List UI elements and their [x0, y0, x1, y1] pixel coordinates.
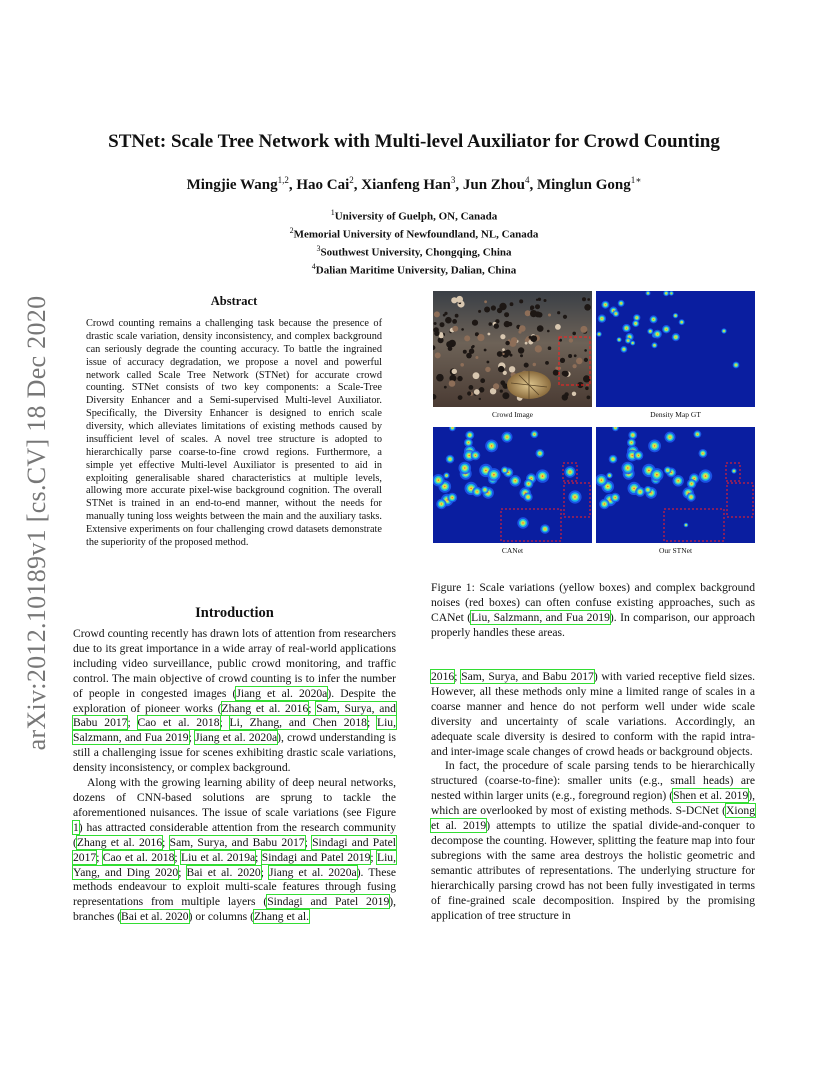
density-blob: [599, 334, 600, 335]
affiliation-text: Memorial University of Newfoundland, NL, Canada: [293, 228, 539, 241]
citation-link[interactable]: 2016: [431, 670, 455, 683]
crowd-person: [451, 297, 457, 303]
density-blob: [691, 497, 692, 498]
crowd-person: [518, 347, 524, 353]
density-blob: [626, 328, 627, 329]
citation-link[interactable]: Li, Zhang, and Chen 2018: [229, 716, 367, 730]
canet-panel: [433, 427, 592, 543]
density-blob: [669, 437, 670, 438]
crowd-person: [580, 326, 587, 333]
stnet-label: Our STNet: [658, 546, 693, 555]
body-text: ;: [219, 716, 230, 730]
crowd-person: [498, 366, 504, 372]
crowd-person: [572, 332, 576, 336]
crowd-person: [444, 386, 447, 389]
citation-link[interactable]: Jiang et al. 2020a: [195, 731, 278, 745]
crowd-person: [491, 305, 496, 310]
crowd-person: [463, 350, 467, 354]
crowd-person: [533, 363, 536, 366]
density-blob: [446, 475, 447, 476]
citation-link[interactable]: Zhang et al. 2016: [221, 701, 309, 715]
crowd-person: [569, 338, 573, 342]
author-name: Mingjie Wang: [186, 177, 278, 193]
crowd-person: [530, 310, 537, 317]
introduction-heading: Introduction: [195, 605, 274, 621]
density-blob: [650, 331, 651, 332]
body-text: ;: [127, 716, 138, 730]
crowd-person: [535, 304, 540, 309]
density-blob: [539, 453, 540, 454]
body-text: ) has attracted considerable attention from the research community (: [73, 820, 396, 849]
density-blob: [705, 475, 707, 477]
density-blob: [601, 318, 602, 319]
body-text: ), which are overlooked by most of existing methods. S-DCNet (: [431, 789, 756, 818]
author-name: Jun Zhou: [462, 177, 525, 193]
crowd-person: [477, 334, 484, 341]
density-blob: [624, 349, 625, 350]
crowd-person: [436, 374, 444, 382]
crowd-person: [511, 337, 518, 344]
density-blob: [477, 491, 478, 492]
crowd-person: [502, 348, 505, 351]
density-blob: [671, 293, 672, 294]
citation-link[interactable]: Jiang et al. 2020a: [236, 686, 328, 700]
density-blob: [438, 480, 439, 481]
density-blob: [675, 337, 676, 338]
body-text: ;: [162, 835, 170, 849]
crowd-person: [485, 367, 490, 372]
crowd-person: [487, 361, 490, 364]
citation-link[interactable]: Sam, Surya, and Babu 2017: [461, 670, 594, 683]
density-blob: [691, 483, 692, 484]
body-text: ;: [255, 850, 262, 864]
density-blob: [605, 304, 606, 305]
density-blob: [648, 489, 649, 490]
density-blob: [654, 445, 655, 446]
density-blob: [607, 486, 608, 487]
paragraph: [73, 776, 396, 925]
introduction-left-column: [73, 627, 396, 925]
crowd-person: [484, 349, 487, 352]
density-blob: [648, 293, 649, 294]
crowd-person: [484, 307, 490, 313]
crowd-person: [473, 372, 480, 379]
citation-link[interactable]: Xiong et al. 2019: [431, 804, 755, 833]
author-affiliation-mark: 4: [524, 175, 530, 185]
density-blob: [627, 467, 628, 468]
citation-link[interactable]: Liu, Salzmann, and Fua 2019: [471, 610, 610, 624]
figure-caption: [431, 581, 755, 641]
crowd-person: [446, 341, 452, 347]
body-text: ). Despite the exploration of pioneer works (: [73, 686, 396, 715]
crowd-person: [555, 324, 561, 330]
density-blob: [636, 317, 637, 318]
density-blob: [678, 480, 679, 481]
affiliation-text: University of Guelph, ON, Canada: [334, 210, 498, 223]
density-blob: [441, 503, 442, 504]
paragraph: [431, 759, 755, 923]
density-blob: [615, 427, 616, 428]
crowd-person: [484, 300, 487, 303]
density-blob: [450, 459, 451, 460]
canet-label: CANet: [501, 546, 524, 555]
crowd-person: [497, 351, 503, 357]
citation-link[interactable]: Liu, Salzmann, and Fua 2019: [73, 716, 396, 745]
crowd-person: [502, 353, 504, 355]
density-blob: [657, 334, 658, 335]
citation-link[interactable]: Cao et al. 2018: [137, 716, 220, 730]
density-blob: [632, 455, 633, 456]
density-blob: [504, 470, 505, 471]
density-blob: [686, 525, 687, 526]
density-blob: [635, 323, 636, 324]
affiliation-line: [40, 224, 788, 242]
paper-title: STNet: Scale Tree Network with Multi-level Auxiliator for Crowd Counting: [108, 131, 720, 152]
affiliation-number: 4: [311, 262, 316, 272]
introduction-right-column: [431, 670, 755, 923]
crowd-person: [460, 363, 464, 367]
density-blob: [493, 474, 495, 476]
density-blob: [615, 497, 616, 498]
citation-link[interactable]: Sindagi and Patel 2017: [73, 835, 396, 864]
crowd-person: [553, 370, 559, 376]
canet-density-map: [433, 427, 592, 543]
density-blob: [702, 453, 703, 454]
crowd-person: [584, 304, 591, 311]
crowd-person: [504, 321, 510, 327]
body-text: ), branches (: [73, 895, 397, 924]
crowd-person: [479, 398, 481, 400]
crowd-person: [530, 335, 537, 342]
crowd-person: [505, 341, 509, 345]
crowd-person: [457, 376, 462, 381]
caption-text: [431, 581, 755, 641]
crowd-image-panel: [433, 291, 592, 407]
density-blob: [604, 503, 605, 504]
citation-link[interactable]: 1: [73, 820, 79, 834]
density-map-gt: [596, 291, 755, 407]
citation-link[interactable]: Liu et al. 2019a: [180, 850, 256, 864]
density-blob: [446, 499, 447, 500]
crowd-person: [443, 314, 446, 317]
crowd-person: [548, 314, 551, 317]
crowd-person: [471, 346, 474, 349]
body-text: ), crowd understanding is still a challenging issue for scenes exhibiting drastic scale variations, density inconsistency, or complex background.: [73, 731, 396, 775]
stnet-density-map: [596, 427, 755, 543]
density-blob: [632, 343, 633, 344]
crowd-person: [480, 378, 485, 383]
affiliation-line: [40, 206, 788, 224]
body-text: ) with varied receptive field sizes. However, all these methods only mine a limited range of scales in a coarse manner and hence do not perform well under wide scale diversity and uncertainty of scale variations. Accordingly, an adequate scale diversity is desired to conform with the rapid intra- and inter-image scale changes of crowd heads or background objects.: [431, 670, 756, 758]
crowd-person: [560, 358, 565, 363]
crowd-person: [452, 319, 457, 324]
body-text: ;: [96, 850, 103, 864]
crowd-person: [497, 308, 502, 313]
author-name: Hao Cai: [296, 177, 350, 193]
density-blob: [475, 455, 476, 456]
crowd-person: [469, 385, 474, 390]
density-blob: [736, 365, 737, 366]
density-blob: [667, 470, 668, 471]
body-text: ). In comparison, our approach properly handles these areas.: [431, 610, 755, 639]
citation-link[interactable]: Liu, Yang, and Ding 2020: [73, 850, 396, 879]
crowd-person: [504, 312, 509, 317]
crowd-person: [445, 317, 452, 324]
density-blob: [638, 455, 639, 456]
figure-1: [433, 291, 755, 556]
crowd-person: [466, 353, 472, 359]
density-blob: [506, 437, 507, 438]
crowd-person: [449, 380, 456, 387]
crowd-person: [545, 361, 549, 365]
density-blob: [609, 475, 610, 476]
crowd-person: [525, 342, 528, 345]
affiliation-number: 3: [316, 244, 321, 254]
crowd-person: [452, 369, 457, 374]
crowd-person: [538, 298, 541, 301]
density-blob: [640, 491, 641, 492]
crowd-person: [544, 299, 547, 302]
crowd-person: [576, 358, 583, 365]
crowd-person: [434, 331, 439, 336]
crowd-person: [510, 302, 514, 306]
crowd-person: [488, 333, 491, 336]
density-blob: [574, 496, 576, 498]
crowd-image-label: Crowd Image: [491, 410, 534, 419]
crowd-person: [530, 308, 533, 311]
density-blob: [694, 478, 695, 479]
crowd-person: [502, 392, 509, 399]
density-blob: [654, 345, 655, 346]
body-text: ;: [454, 670, 462, 683]
abstract-body: [86, 318, 382, 550]
crowd-person: [585, 387, 589, 391]
affiliation-text: Dalian Maritime University, Dalian, China: [315, 264, 517, 277]
crowd-person: [500, 390, 503, 393]
density-blob: [628, 340, 629, 341]
affiliation-line: [40, 260, 788, 278]
density-gt-panel: [596, 291, 755, 407]
density-blob: [485, 489, 486, 490]
crowd-person: [458, 395, 463, 400]
density-blob: [469, 455, 470, 456]
citation-link[interactable]: Bai et al. 2020: [186, 865, 261, 879]
affiliation-number: 1: [330, 208, 335, 217]
affiliation-line: [40, 242, 788, 260]
paragraph: [431, 670, 755, 759]
crowd-person: [494, 323, 499, 328]
crowd-person: [557, 311, 560, 314]
body-text: Crowd counting recently has drawn lots of attention from researchers due to its great importance in a wide array of real-world applications including video surveillance, public crowd monitoring, and traffic control. The main objective of crowd counting is to infer the number of people in congested images (: [73, 627, 396, 700]
abstract-text: Crowd counting remains a challenging task because the presence of drastic scale variation, density inconsistency, and complex background can seriously degrade the counting accuracy. To battle the ingrained issue of accuracy degradation, we propose a novel and powerful network called Scale Tree Network (STNet) for accurate crowd counting. STNet consists of two key components: a Scale-Tree Diversity Enhancer and a Semi-supervised Multi-level Auxiliator. Specifically, the Diversity Enhancer is designed to enrich scale diversity, which alleviates limitations of existing methods caused by insufficient level of scales. A novel tree structure is adopted to hierarchically parse coarse-to-fine crowd regions. Furthermore, a simple yet effective Multi-level Auxiliator is presented to aid in exploiting generalisable shared characteristics at multiple levels, allowing more accurate pixel-wise background cognition. The overall STNet is trained in an end-to-end manner, without the needs for manually tuning loss weights between the main and the auxiliary tasks. Extensive experiments on four challenging crowd datasets demonstrate the superiority of the proposed method.: [86, 318, 382, 548]
density-blob: [452, 497, 453, 498]
body-text: Figure 1: Scale variations (yellow boxes) and complex background noises (red boxes) can often confuse existing approaches, such as CANet (: [431, 581, 755, 624]
body-text: In fact, the procedure of scale parsing tends to be hierarchically structured (coarse-to-fine): smaller units (e.g., small heads) are nested within larger units (e.g., foreground region) (: [431, 759, 755, 803]
crowd-person: [505, 350, 511, 356]
body-text: ;: [304, 835, 313, 849]
crowd-person: [583, 375, 590, 382]
crowd-person: [489, 322, 493, 326]
density-blob: [681, 322, 682, 323]
density-blob: [656, 474, 658, 476]
density-blob: [619, 339, 620, 340]
density-blob: [452, 427, 453, 428]
affiliation-list: [40, 206, 788, 278]
density-blob: [613, 459, 614, 460]
body-text: Along with the growing learning ability of deep neural networks, dozens of CNN-based solutions are sprung to tackle the aforementioned nuisances. The issue of scale variations (see Figure: [73, 776, 396, 819]
body-text: ;: [260, 865, 269, 879]
citation-link[interactable]: Sam, Surya, and Babu 2017: [73, 701, 396, 730]
density-blob: [666, 329, 667, 330]
crowd-person: [563, 371, 569, 377]
crowd-person: [500, 334, 505, 339]
density-blob: [464, 467, 465, 468]
citation-link[interactable]: Zhang et al.: [253, 910, 310, 924]
crowd-person: [435, 352, 441, 358]
crowd-person: [509, 366, 515, 372]
crowd-person: [452, 326, 458, 332]
body-text: ) or columns (: [188, 910, 254, 924]
density-blob: [616, 313, 617, 314]
crowd-person: [564, 392, 568, 396]
density-blob: [632, 435, 633, 436]
body-text: ;: [308, 701, 317, 715]
crowd-person: [584, 358, 588, 362]
body-text: ). These methods endeavour to exploit multi-scale features through fusing representations from multiple layers (: [73, 865, 396, 909]
citation-link[interactable]: Jiang et al. 2020a: [269, 865, 357, 879]
crowd-person: [519, 299, 523, 303]
author-name: Minglun Gong: [536, 177, 631, 193]
density-blob: [528, 483, 529, 484]
citation-link[interactable]: Bai et al. 2020: [120, 910, 189, 924]
density-blob: [468, 442, 469, 443]
crowd-person: [568, 354, 572, 358]
crowd-person: [464, 335, 470, 341]
affiliation-number: 2: [289, 226, 294, 236]
affiliation-text: Southwest University, Chongqing, China: [320, 246, 512, 259]
crowd-person: [547, 330, 550, 333]
density-blob: [531, 478, 532, 479]
crowd-person: [439, 332, 443, 336]
crowd-person: [573, 364, 577, 368]
density-blob: [653, 319, 654, 320]
crowd-person: [525, 310, 531, 316]
crowd-person: [524, 363, 529, 368]
author-affiliation-mark: 2: [349, 175, 354, 185]
crowd-person: [440, 322, 445, 327]
density-blob: [609, 499, 610, 500]
density-blob: [633, 488, 635, 490]
citation-link[interactable]: Shen et al. 2019: [673, 789, 749, 803]
density-blob: [491, 445, 492, 446]
crowd-photo: [433, 291, 592, 407]
crowd-person: [587, 396, 591, 400]
arxiv-id: arXiv:2012.10189v1 [cs.CV] 18 Dec 2020: [22, 295, 51, 751]
crowd-person: [472, 320, 478, 326]
crowd-person: [563, 315, 567, 319]
density-blob: [666, 293, 667, 294]
density-blob: [534, 434, 535, 435]
crowd-person: [502, 383, 507, 388]
crowd-person: [582, 297, 586, 301]
paragraph: [73, 627, 396, 776]
crowd-person: [475, 356, 478, 359]
crowd-person: [572, 392, 576, 396]
crowd-person: [548, 346, 552, 350]
density-blob: [444, 486, 445, 487]
author-list: Mingjie Wang$^{1,2}$, Hao Cai$^2$, Xianfeng Han$^3$, Jun Zhou$^4$, Minglun Gong$^{1∗}$: [186, 175, 642, 193]
density-blob: [631, 442, 632, 443]
crowd-person: [559, 339, 562, 342]
density-blob: [675, 315, 676, 316]
citation-link[interactable]: Sindagi and Patel 2019: [267, 895, 390, 909]
density-gt-label: Density Map GT: [650, 410, 701, 419]
citation-link[interactable]: Cao et al. 2018: [102, 850, 175, 864]
abstract-heading: Abstract: [210, 294, 258, 308]
density-blob: [621, 303, 622, 304]
body-text: ;: [178, 865, 187, 879]
author-name: Xianfeng Han: [361, 177, 451, 193]
density-blob: [470, 488, 472, 490]
density-blob: [569, 471, 570, 472]
crowd-person: [474, 389, 480, 395]
density-blob: [485, 470, 487, 472]
citation-link[interactable]: Zhang et al. 2016: [76, 835, 163, 849]
density-blob: [522, 522, 523, 523]
body-text: ;: [370, 850, 377, 864]
crowd-person: [587, 298, 590, 301]
density-blob: [469, 435, 470, 436]
body-text: ;: [174, 850, 181, 864]
body-text: ;: [188, 731, 196, 745]
crowd-person: [574, 354, 577, 357]
density-blob: [528, 497, 529, 498]
author-affiliation-mark: 3: [450, 175, 456, 185]
crowd-person: [584, 349, 587, 352]
density-blob: [544, 528, 545, 529]
stnet-panel: [596, 427, 755, 543]
crowd-person: [520, 354, 523, 357]
density-blob: [613, 310, 614, 311]
density-blob: [629, 337, 630, 338]
density-blob: [724, 331, 725, 332]
body-text: ) attempts to utilize the spatial divide-and-conquer to decompose the counting. However, splitting the feature map into four subregions with the same area destroys the holistic geometric and semantic attributes of representations. The underlying structure for hierarchically parsing crowd has not been fully investigated in terms of fine-grained scale decomposition. Inspired by the promising application of tree structure in: [431, 819, 755, 922]
crowd-person: [493, 383, 499, 389]
crowd-person: [455, 314, 459, 318]
crowd-person: [535, 345, 542, 352]
crowd-person: [537, 325, 544, 332]
body-text: ;: [366, 716, 377, 730]
crowd-person: [434, 322, 437, 325]
crowd-person: [467, 391, 471, 395]
density-blob: [734, 471, 735, 472]
crowd-person: [434, 311, 440, 317]
crowd-person: [519, 325, 526, 332]
author-affiliation-mark: 1∗: [630, 175, 642, 185]
density-blob: [697, 434, 698, 435]
density-blob: [601, 480, 602, 481]
crowd-person: [461, 328, 464, 331]
citation-link[interactable]: Sindagi and Patel 2019: [261, 850, 371, 864]
author-affiliation-mark: 1,2: [277, 175, 289, 185]
density-blob: [542, 475, 544, 477]
crowd-person: [478, 310, 481, 313]
density-blob: [648, 470, 650, 472]
density-blob: [515, 480, 516, 481]
citation-link[interactable]: Sam, Surya, and Babu 2017: [169, 835, 305, 849]
